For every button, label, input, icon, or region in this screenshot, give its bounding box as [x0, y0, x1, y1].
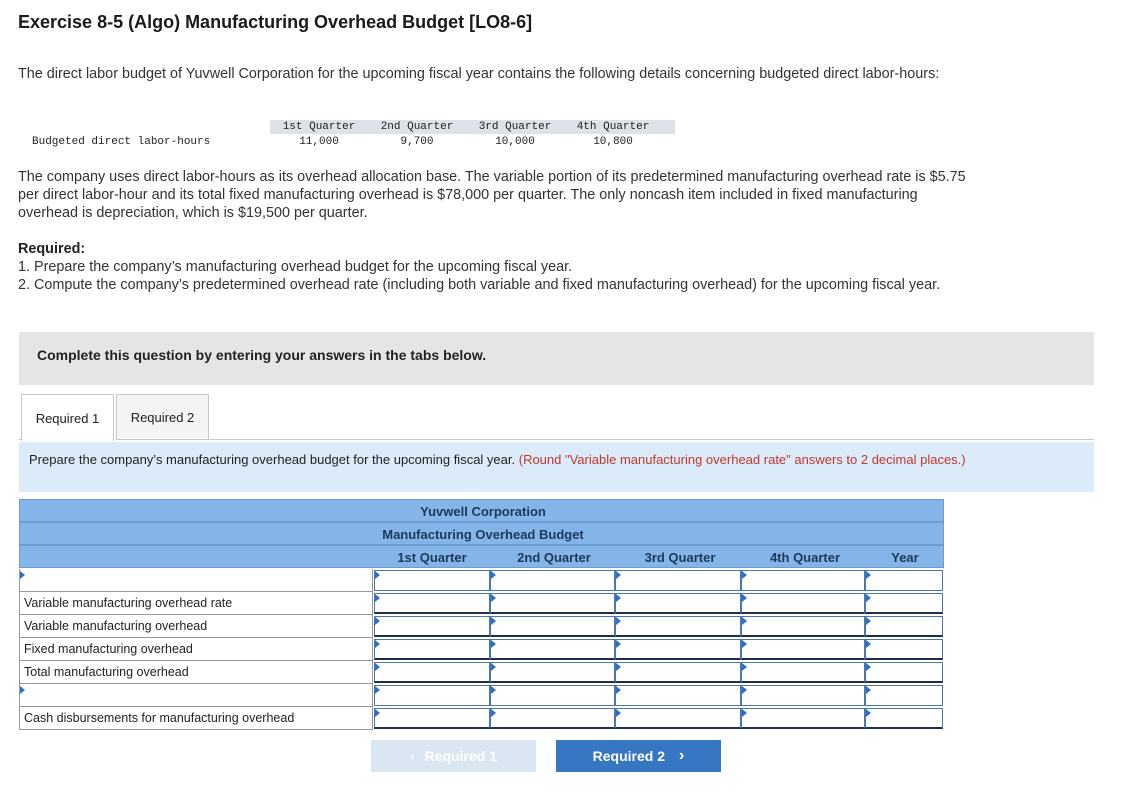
prev-button-label: Required 1 [424, 748, 498, 764]
input-marker-icon [866, 663, 871, 671]
col-q1: 1st Quarter [397, 550, 467, 565]
input-marker-icon [616, 663, 621, 671]
input-cell-year[interactable] [865, 662, 943, 683]
input-cell-q2[interactable] [490, 616, 615, 637]
required-item-2: 2. Compute the company’s predetermined overhead rate (including both variable and fixed manufacturing overhead) for the upcoming fiscal year. [18, 277, 941, 293]
budget-header-columns [19, 545, 944, 568]
input-marker-icon [616, 686, 621, 694]
labor-col-q1: 1st Quarter [282, 121, 356, 133]
input-cell-q4[interactable] [741, 685, 865, 706]
input-marker-icon [375, 709, 380, 717]
labor-value-q3: 10,000 [495, 136, 535, 148]
input-cell-q1[interactable] [374, 662, 490, 683]
input-marker-icon [491, 594, 496, 602]
input-marker-icon [491, 709, 496, 717]
dropdown-marker-icon [20, 686, 25, 694]
dropdown-marker-icon [20, 571, 25, 579]
input-cell-q3[interactable] [615, 662, 741, 683]
tab-instruction [19, 442, 1094, 492]
row-label: Fixed manufacturing overhead [19, 638, 373, 661]
tab-required-2[interactable]: Required 2 [116, 394, 209, 440]
labor-value-q2: 9,700 [400, 136, 434, 148]
input-marker-icon [866, 594, 871, 602]
input-cell-q4[interactable] [741, 708, 865, 729]
input-marker-icon [742, 571, 747, 579]
input-marker-icon [491, 571, 496, 579]
input-marker-icon [742, 709, 747, 717]
input-marker-icon [616, 594, 621, 602]
input-cell-q1[interactable] [374, 685, 490, 706]
input-cell-q1[interactable] [374, 570, 490, 591]
instruction-text: Prepare the company’s manufacturing overhead budget for the upcoming fiscal year. [29, 452, 516, 467]
input-marker-icon [491, 686, 496, 694]
input-marker-icon [866, 686, 871, 694]
input-marker-icon [491, 617, 496, 625]
row-label: Cash disbursements for manufacturing overhead [19, 707, 373, 730]
input-cell-q2[interactable] [490, 685, 615, 706]
input-cell-year[interactable] [865, 593, 943, 614]
input-marker-icon [742, 594, 747, 602]
labor-col-q3: 3rd Quarter [478, 121, 552, 133]
intro-text: The direct labor budget of Yuvwell Corporation for the upcoming fiscal year contains the following details concerning budgeted direct labor-hours: [18, 66, 940, 82]
input-cell-q1[interactable] [374, 708, 490, 729]
input-marker-icon [375, 686, 380, 694]
input-marker-icon [375, 663, 380, 671]
input-cell-q2[interactable] [490, 708, 615, 729]
input-cell-q3[interactable] [615, 708, 741, 729]
input-cell-q1[interactable] [374, 639, 490, 660]
input-marker-icon [616, 640, 621, 648]
required-item-1: 1. Prepare the company’s manufacturing overhead budget for the upcoming fiscal year. [18, 259, 573, 275]
input-cell-q4[interactable] [741, 570, 865, 591]
row-label-select[interactable] [19, 569, 373, 592]
input-cell-q3[interactable] [615, 616, 741, 637]
input-marker-icon [742, 617, 747, 625]
row-label: Variable manufacturing overhead [19, 615, 373, 638]
input-marker-icon [491, 640, 496, 648]
budget-company: Yuvwell Corporation [420, 504, 546, 519]
next-button[interactable] [556, 740, 721, 772]
page-title: Exercise 8-5 (Algo) Manufacturing Overhead Budget [LO8-6] [18, 12, 533, 32]
labor-col-q2: 2nd Quarter [380, 121, 454, 133]
budget-title: Manufacturing Overhead Budget [382, 527, 584, 542]
input-cell-q4[interactable] [741, 616, 865, 637]
col-q3: 3rd Quarter [644, 550, 716, 565]
banner-text: Complete this question by entering your answers in the tabs below. [37, 347, 487, 363]
problem-paragraph: The company uses direct labor-hours as its overhead allocation base. The variable portion of its predetermined manufacturing overhead rate is $5.75 per direct labor-hour and its total fixed manufacturing overhead is $78,000 per quarter. The only noncash item included in fixed manufacturing overhead is depreciation, which is $19,500 per quarter. [18, 169, 966, 221]
input-cell-q4[interactable] [741, 662, 865, 683]
input-cell-year[interactable] [865, 685, 943, 706]
input-marker-icon [742, 663, 747, 671]
instruction-banner [19, 332, 1094, 385]
input-marker-icon [616, 617, 621, 625]
input-marker-icon [616, 571, 621, 579]
input-cell-q3[interactable] [615, 685, 741, 706]
budget-header-title [19, 522, 944, 545]
input-marker-icon [742, 686, 747, 694]
labor-value-q4: 10,800 [593, 136, 633, 148]
budget-header-company [19, 499, 944, 522]
input-marker-icon [375, 617, 380, 625]
row-label: Total manufacturing overhead [19, 661, 373, 684]
required-section [18, 240, 968, 294]
input-marker-icon [866, 617, 871, 625]
input-cell-q3[interactable] [615, 570, 741, 591]
input-cell-q2[interactable] [490, 593, 615, 614]
input-cell-q1[interactable] [374, 616, 490, 637]
input-cell-year[interactable] [865, 708, 943, 729]
input-cell-q3[interactable] [615, 639, 741, 660]
input-cell-q2[interactable] [490, 639, 615, 660]
tab-required-1[interactable]: Required 1 [21, 394, 114, 441]
input-cell-q3[interactable] [615, 593, 741, 614]
input-marker-icon [375, 571, 380, 579]
input-cell-q1[interactable] [374, 593, 490, 614]
input-cell-q4[interactable] [741, 639, 865, 660]
col-q2: 2nd Quarter [517, 550, 591, 565]
col-q4: 4th Quarter [769, 550, 841, 565]
input-cell-year[interactable] [865, 616, 943, 637]
input-cell-q2[interactable] [490, 570, 615, 591]
tab-divider [209, 439, 1094, 440]
input-marker-icon [375, 640, 380, 648]
input-marker-icon [866, 709, 871, 717]
input-marker-icon [866, 640, 871, 648]
tab-divider-left [19, 439, 21, 440]
input-marker-icon [866, 571, 871, 579]
chevron-right-icon: › [679, 747, 685, 764]
prev-button[interactable] [371, 740, 536, 772]
row-label: Variable manufacturing overhead rate [19, 592, 373, 615]
input-marker-icon [616, 709, 621, 717]
row-label-select[interactable] [19, 684, 373, 707]
input-cell-year[interactable] [865, 639, 943, 660]
next-button-label: Required 2 [592, 748, 666, 764]
labor-col-q4: 4th Quarter [576, 121, 650, 133]
labor-value-q1: 11,000 [299, 136, 339, 148]
input-cell-q4[interactable] [741, 593, 865, 614]
input-marker-icon [742, 640, 747, 648]
col-year: Year [891, 550, 919, 565]
input-cell-q2[interactable] [490, 662, 615, 683]
input-marker-icon [375, 594, 380, 602]
rounding-note: (Round "Variable manufacturing overhead rate" answers to 2 decimal places.) [518, 452, 966, 467]
input-cell-year[interactable] [865, 570, 943, 591]
chevron-left-icon: ‹ [409, 748, 415, 764]
required-heading: Required: [18, 241, 86, 257]
input-marker-icon [491, 663, 496, 671]
labor-row-label: Budgeted direct labor-hours [32, 136, 211, 148]
